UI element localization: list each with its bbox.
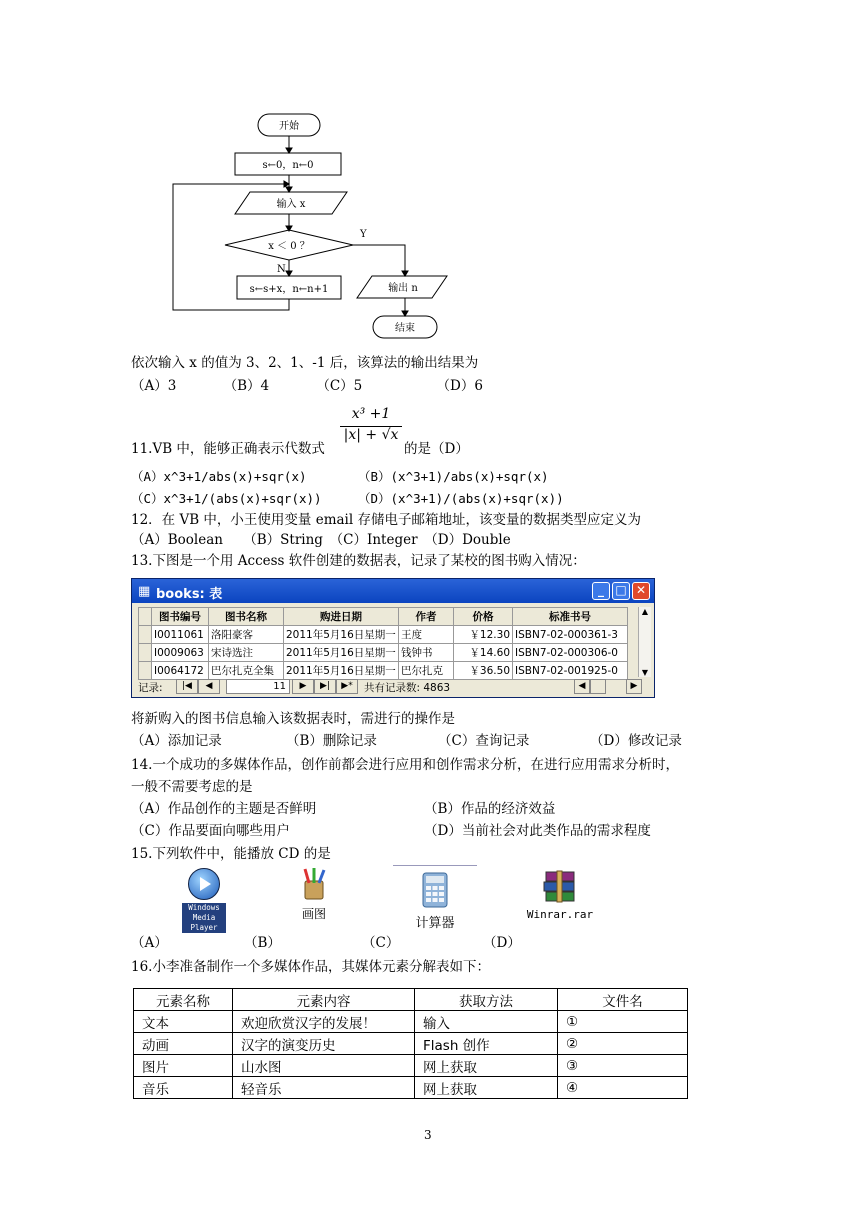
- table-cell: ④: [558, 1077, 688, 1099]
- prev-record-button[interactable]: ◀: [198, 679, 220, 694]
- table-cell[interactable]: ￥36.50: [454, 662, 513, 680]
- q11-option-d: （D）(x^3+1)/(abs(x)+sqr(x)): [358, 491, 564, 506]
- access-table-window: [131, 578, 655, 698]
- paint-icon: [296, 867, 332, 923]
- table-cell[interactable]: ￥12.30: [454, 626, 513, 644]
- q15-label-a: （A）: [131, 935, 168, 951]
- table-cell[interactable]: 洛阳豪客: [209, 626, 284, 644]
- close-button[interactable]: ✕: [632, 582, 650, 600]
- winrar-books-icon: [540, 870, 580, 904]
- q11-formula: [340, 406, 402, 447]
- header-row: [139, 608, 628, 626]
- table-cell[interactable]: 巴尔扎克全集: [209, 662, 284, 680]
- table-cell: 图片: [134, 1055, 233, 1077]
- table-row: [134, 1077, 688, 1099]
- table-cell: 网上获取: [415, 1077, 558, 1099]
- winrar-icon: [520, 870, 600, 926]
- table-cell[interactable]: ISBN7-02-000361-3: [513, 626, 628, 644]
- table-cell[interactable]: ISBN7-02-001925-0: [513, 662, 628, 680]
- q13-option-b: （B）删除记录: [286, 733, 377, 749]
- q14-option-a: （A）作品创作的主题是否鲜明: [131, 801, 317, 817]
- table-cell: Flash 创作: [415, 1033, 558, 1055]
- column-header[interactable]: 标准书号: [513, 608, 628, 626]
- row-selector-header: [139, 608, 152, 626]
- table-cell: 欢迎欣赏汉字的发展！: [233, 1011, 415, 1033]
- new-record-button[interactable]: ▶*: [336, 679, 358, 694]
- window-titlebar: [132, 579, 654, 603]
- calculator-caption: 计算器: [415, 916, 455, 931]
- q15-label-c: （C）: [362, 935, 400, 951]
- table-cell[interactable]: I0009063: [152, 644, 209, 662]
- paint-caption: 画图: [301, 907, 326, 921]
- flowchart: [160, 110, 460, 342]
- table-cell: 动画: [134, 1033, 233, 1055]
- table-row: [134, 1033, 688, 1055]
- q11-suffix: 的是（D）: [404, 441, 469, 457]
- row-selector[interactable]: [139, 644, 152, 662]
- header-cell: 文件名: [558, 989, 688, 1011]
- table-cell[interactable]: 王度: [399, 626, 454, 644]
- q14-option-c: （C）作品要面向哪些用户: [131, 823, 290, 839]
- maximize-button[interactable]: □: [612, 582, 630, 600]
- table-row: [134, 1011, 688, 1033]
- record-number-input[interactable]: 11: [226, 679, 290, 694]
- q13-option-d: （D）修改记录: [590, 733, 682, 749]
- first-record-button[interactable]: |◀: [176, 679, 198, 694]
- hscroll-left-icon[interactable]: ◀: [574, 679, 590, 694]
- q15-text: 15.下列软件中，能播放 CD 的是: [131, 846, 331, 862]
- table-cell: 山水图: [233, 1055, 415, 1077]
- q13-after: 将新购入的图书信息输入该数据表时，需进行的操作是: [131, 711, 455, 727]
- table-cell[interactable]: 2011年5月16日星期一: [284, 644, 399, 662]
- q15-label-b: （B）: [244, 935, 281, 951]
- table-cell[interactable]: ISBN7-02-000306-0: [513, 644, 628, 662]
- table-cell[interactable]: 2011年5月16日星期一: [284, 662, 399, 680]
- q14-line1: 14.一个成功的多媒体作品，创作前都会进行应用和创作需求分析，在进行应用需求分析时，: [131, 757, 679, 773]
- nav-label: 记录:: [138, 682, 163, 694]
- column-header[interactable]: 作者: [399, 608, 454, 626]
- hscroll-thumb[interactable]: [590, 679, 606, 694]
- q15-label-d: （D）: [483, 935, 521, 951]
- table-row[interactable]: [139, 662, 628, 680]
- column-header[interactable]: 图书编号: [152, 608, 209, 626]
- data-grid: [138, 607, 628, 680]
- q10-options: （A）3 （B）4 （C）5 （D）6: [131, 378, 483, 394]
- media-elements-table: [133, 988, 688, 1099]
- hscroll-right-icon[interactable]: ▶: [626, 679, 642, 694]
- page-number: 3: [424, 1128, 432, 1142]
- flow-update: s←s+x，n←n+1: [249, 284, 329, 295]
- flow-init: s←0，n←0: [262, 160, 314, 171]
- table-cell[interactable]: 宋诗选注: [209, 644, 284, 662]
- table-cell[interactable]: ￥14.60: [454, 644, 513, 662]
- table-cell: ③: [558, 1055, 688, 1077]
- table-cell[interactable]: 2011年5月16日星期一: [284, 626, 399, 644]
- table-cell: 文本: [134, 1011, 233, 1033]
- q11-option-c: （C）x^3+1/(abs(x)+sqr(x)): [131, 491, 322, 506]
- calculator-icon-frame: [393, 865, 477, 936]
- flow-end: 结束: [395, 323, 415, 334]
- formula-numerator: x³ +1: [340, 406, 402, 427]
- winrar-caption: Winrar.rar: [526, 908, 594, 921]
- flow-input: 输入 x: [276, 199, 306, 210]
- flow-yes: Y: [360, 229, 367, 240]
- media-player-caption: Windows Media Player: [182, 903, 226, 933]
- q14-line2: 一般不需要考虑的是: [131, 779, 253, 795]
- q14-option-d: （D）当前社会对此类作品的需求程度: [424, 823, 651, 839]
- paint-brushes-icon: [299, 867, 329, 901]
- q13-option-c: （C）查询记录: [438, 733, 530, 749]
- q11-option-b: （B）(x^3+1)/abs(x)+sqr(x): [358, 469, 549, 484]
- formula-denominator: |x| + √x: [343, 427, 399, 443]
- q11-prefix: 11.VB 中，能够正确表示代数式: [131, 441, 325, 457]
- window-title: books: 表: [156, 587, 223, 602]
- minimize-button[interactable]: _: [592, 582, 610, 600]
- column-header[interactable]: 价格: [454, 608, 513, 626]
- q14-option-b: （B）作品的经济效益: [424, 801, 556, 817]
- q10-text: 依次输入 x 的值为 3、2、1、-1 后，该算法的输出结果为: [131, 355, 479, 371]
- table-cell: 网上获取: [415, 1055, 558, 1077]
- q13-option-a: （A）添加记录: [131, 733, 222, 749]
- table-cell[interactable]: 巴尔扎克: [399, 662, 454, 680]
- q12-text: 12．在 VB 中，小王使用变量 email 存储电子邮箱地址，该变量的数据类型应定义为: [131, 512, 641, 528]
- flow-output: 输出 n: [388, 283, 418, 294]
- table-cell: 音乐: [134, 1077, 233, 1099]
- row-selector[interactable]: [139, 662, 152, 680]
- scroll-down-icon[interactable]: ▼: [641, 668, 649, 677]
- table-cell: 轻音乐: [233, 1077, 415, 1099]
- flow-no: N: [277, 264, 286, 275]
- table-cell: ②: [558, 1033, 688, 1055]
- flow-start: 开始: [279, 121, 299, 132]
- table-cell[interactable]: I0011061: [152, 626, 209, 644]
- table-cell: ①: [558, 1011, 688, 1033]
- table-cell: 输入: [415, 1011, 558, 1033]
- total-records: 共有记录数: 4863: [364, 682, 451, 694]
- q16-text: 16.小李准备制作一个多媒体作品，其媒体元素分解表如下：: [131, 959, 490, 975]
- header-cell: 元素名称: [134, 989, 233, 1011]
- row-selector[interactable]: [139, 626, 152, 644]
- scroll-up-icon[interactable]: ▲: [641, 607, 649, 616]
- record-navigator: [136, 679, 650, 695]
- q12-options: （A）Boolean （B）String （C）Integer （D）Double: [131, 532, 511, 548]
- q13-text: 13.下图是一个用 Access 软件创建的数据表，记录了某校的图书购入情况：: [131, 553, 586, 569]
- table-cell[interactable]: I0064172: [152, 662, 209, 680]
- table-row: [134, 1055, 688, 1077]
- vertical-scrollbar[interactable]: [638, 607, 651, 677]
- calculator-icon: [421, 872, 449, 908]
- next-record-button[interactable]: ▶: [292, 679, 314, 694]
- table-row[interactable]: [139, 644, 628, 662]
- header-cell: 获取方法: [415, 989, 558, 1011]
- column-header[interactable]: 图书名称: [209, 608, 284, 626]
- media-player-icon: [182, 868, 226, 938]
- header-cell: 元素内容: [233, 989, 415, 1011]
- table-header-row: [134, 989, 688, 1011]
- last-record-button[interactable]: ▶|: [314, 679, 336, 694]
- table-cell[interactable]: 钱钟书: [399, 644, 454, 662]
- table-row[interactable]: [139, 626, 628, 644]
- q11-option-a: （A）x^3+1/abs(x)+sqr(x): [131, 469, 307, 484]
- column-header[interactable]: 购进日期: [284, 608, 399, 626]
- table-icon: ▦: [138, 584, 151, 599]
- table-cell: 汉字的演变历史: [233, 1033, 415, 1055]
- flow-condition: x ＜ 0 ？: [268, 241, 310, 252]
